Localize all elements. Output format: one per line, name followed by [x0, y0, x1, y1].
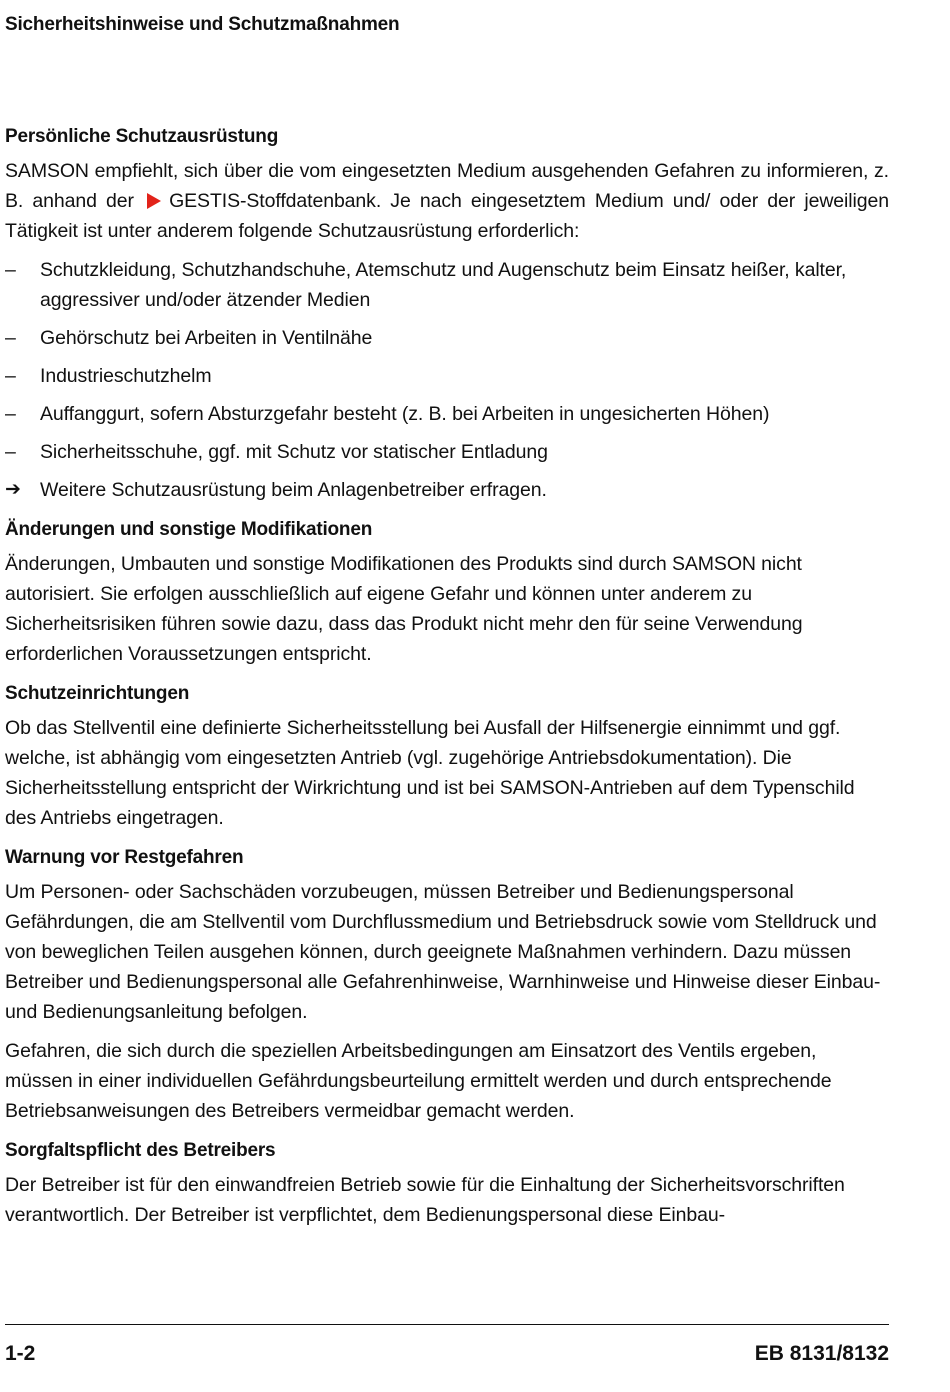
list-item: [5, 323, 889, 353]
section-heading: Änderungen und sonstige Modifikationen: [5, 519, 373, 540]
list-item: [5, 437, 889, 467]
section-heading: Persönliche Schutzausrüstung: [5, 126, 279, 147]
action-tip: [5, 475, 889, 505]
document-id: EB 8131/8132: [754, 1342, 889, 1365]
intro-text-before-link: SAMSON empfiehlt, sich über die vom eingesetzten Medium ausgehenden Gefahren zu informieren, z. B. anhand der: [5, 160, 889, 212]
section-protective-devices: [5, 681, 889, 833]
section-operator-duty: [5, 1138, 889, 1230]
gestis-database-link[interactable]: GESTIS-Stoffdatenbank: [169, 190, 376, 212]
section-heading: Sorgfaltspflicht des Betreibers: [5, 1140, 276, 1161]
list-item-text: Sicherheitsschuhe, ggf. mit Schutz vor statischer Entladung: [40, 441, 548, 463]
dash-bullet: –: [5, 259, 16, 281]
section-text: Der Betreiber ist für den einwandfreien Betrieb sowie für die Einhaltung der Sicherheitsvorschriften verantwortlich. Der Betreiber ist verpflichtet, dem Bedienungspersonal diese Einbau-: [5, 1174, 845, 1226]
list-item-text: Gehörschutz bei Arbeiten in Ventilnähe: [40, 327, 373, 349]
list-item-text: Auffanggurt, sofern Absturzgefahr besteht (z. B. bei Arbeiten in ungesicherten Höhen): [40, 403, 770, 425]
equipment-list: [5, 255, 889, 467]
list-item: [5, 399, 889, 429]
page-number: 1-2: [5, 1342, 36, 1365]
dash-bullet: –: [5, 441, 16, 463]
section-modifications: [5, 517, 889, 669]
dash-bullet: –: [5, 403, 16, 425]
tip-text: Weitere Schutzausrüstung beim Anlagenbetreiber erfragen.: [40, 479, 547, 501]
list-item: [5, 255, 889, 315]
arrow-right-icon: ➔: [5, 479, 21, 500]
section-intro: [5, 156, 889, 246]
section-text: Gefahren, die sich durch die speziellen Arbeitsbedingungen am Einsatzort des Ventils ergeben, müssen in einer individuellen Gefährdungsbeurteilung ermittelt werden und durch entsprechende Betriebsanweisungen des Betreibers vermeidbar gemacht werden.: [5, 1040, 832, 1122]
dash-bullet: –: [5, 365, 16, 387]
section-heading: Warnung vor Restgefahren: [5, 847, 244, 868]
link-triangle-icon: [147, 193, 161, 209]
list-item: [5, 361, 889, 391]
footer-divider: [5, 1324, 889, 1325]
section-heading: Schutzeinrichtungen: [5, 683, 190, 704]
section-text: Um Personen- oder Sachschäden vorzubeugen, müssen Betreiber und Bedienungspersonal Gefährdungen, die am Stellventil vom Durchflussmedium und Betriebsdruck sowie vom Stelldruck und von beweglichen Teilen ausgehen können, durch geeignete Maßnahmen verhindern. Dazu müssen Betreiber und Bedienungspersonal alle Gefahrenhinweise, Warnhinweise und Hinweise dieser Einbau- und Bedienungsanleitung befolgen.: [5, 881, 881, 1023]
section-personal-protective-equipment: [5, 124, 889, 505]
list-item-text: Industrieschutzhelm: [40, 365, 212, 387]
running-title: Sicherheitshinweise und Schutzmaßnahmen: [5, 14, 400, 35]
section-residual-hazards: [5, 845, 889, 1126]
intro-text-after-link: . Je nach eingesetztem Medium und/ oder der jeweiligen Tätigkeit ist unter anderem folgende Schutzausrüstung erforderlich:: [5, 190, 889, 242]
dash-bullet: –: [5, 327, 16, 349]
section-text: Ob das Stellventil eine definierte Sicherheitsstellung bei Ausfall der Hilfsenergie einnimmt und ggf. welche, ist abhängig vom eingesetzten Antrieb (vgl. zugehörige Antriebsdokumentation). Die Sicherheitsstellung entspricht der Wirkrichtung und ist bei SAMSON-Antrieben auf dem Typenschild des Antriebs eingetragen.: [5, 717, 855, 829]
section-text: Änderungen, Umbauten und sonstige Modifikationen des Produkts sind durch SAMSON nicht autorisiert. Sie erfolgen ausschließlich auf eigene Gefahr und können unter anderem zu Sicherheitsrisiken führen sowie dazu, dass das Produkt nicht mehr den für seine Verwendung erforderlichen Voraussetzungen entspricht.: [5, 553, 803, 665]
list-item-text: Schutzkleidung, Schutzhandschuhe, Atemschutz und Augenschutz beim Einsatz heißer, kalter, aggressiver und/oder ätzender Medien: [40, 259, 847, 311]
main-content: [5, 124, 889, 1242]
